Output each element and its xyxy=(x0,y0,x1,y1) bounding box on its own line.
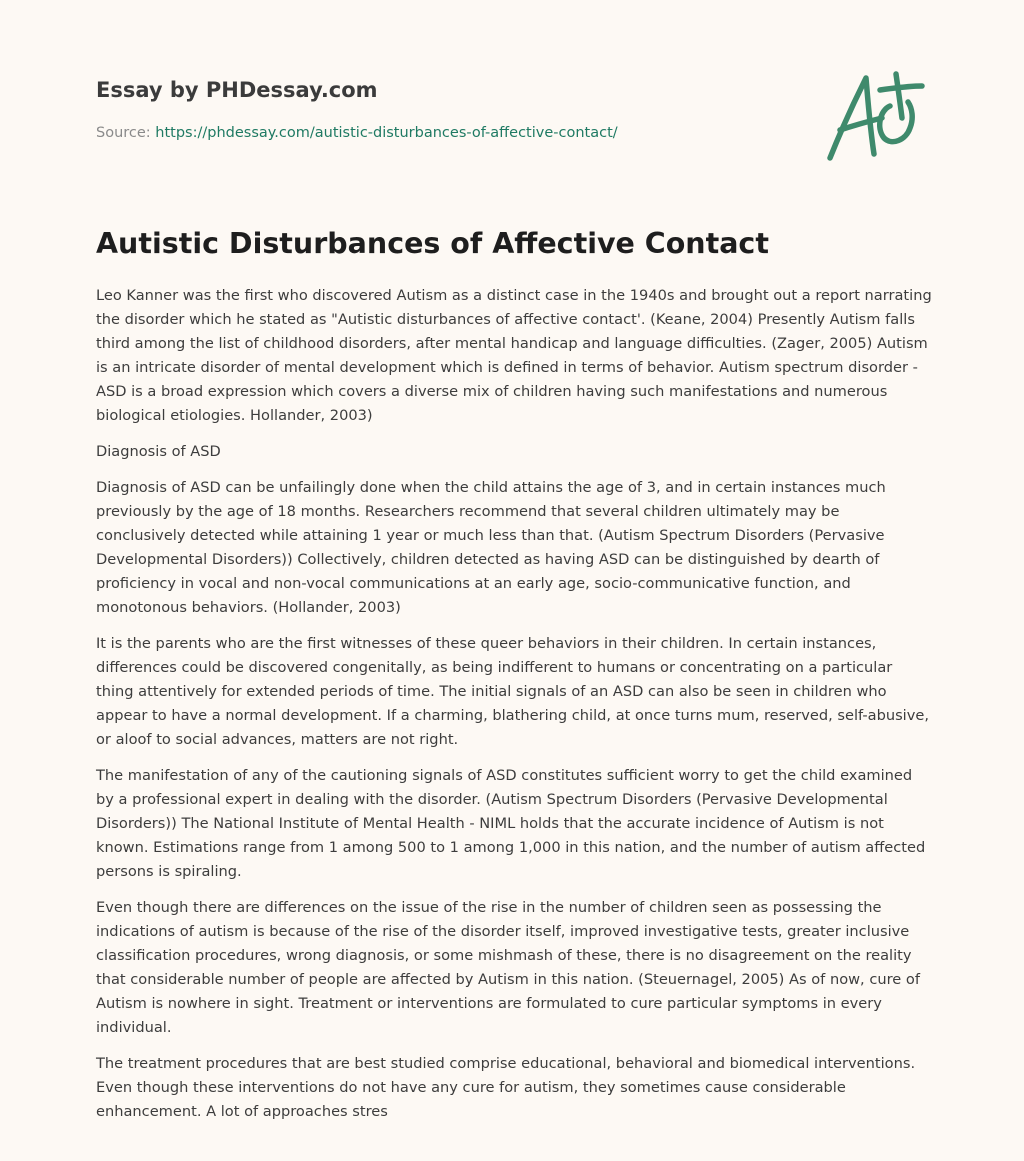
source-line xyxy=(96,123,716,143)
essay-content xyxy=(96,284,932,1136)
paragraph: The manifestation of any of the cautioning signals of ASD constitutes sufficient worry to get the child examined by a professional expert in dealing with the disorder. (Autism Spectrum Disorders (Pervasive Developmental Disorders)) The National Institute of Mental Health - NIML holds that the accurate incidence of Autism is not known. Estimations range from 1 among 500 to 1 among 1,000 in this nation, and the number of autism affected persons is spiraling. xyxy=(96,767,926,880)
source-link[interactable]: https://phdessay.com/autistic-disturbances-of-affective-contact/ xyxy=(155,125,618,141)
paragraph: Leo Kanner was the first who discovered Autism as a distinct case in the 1940s and brought out a report narrating the disorder which he stated as "Autistic disturbances of affective contact'. (Keane, 2004) Presently Autism falls third among the list of childhood disorders, after mental handicap and language difficulties. (Zager, 2005) Autism is an intricate disorder of mental development which is defined in terms of behavior. Autism spectrum disorder - ASD is a broad expression which covers a diverse mix of children having such manifestations and numerous biological etiologies. Hollander, 2003) xyxy=(96,287,932,424)
source-label: Source: xyxy=(96,125,156,141)
site-title: Essay by PHDessay.com xyxy=(96,78,378,102)
paragraph: Diagnosis of ASD can be unfailingly done when the child attains the age of 3, and in certain instances much previously by the age of 18 months. Researchers recommend that several children ultimately may be conclusively detected while attaining 1 year or much less than that. (Autism Spectrum Disorders (Pervasive Developmental Disorders)) Collectively, children detected as having ASD can be distinguished by dearth of proficiency in vocal and non-vocal communications at an early age, socio-communicative function, and monotonous behaviors. (Hollander, 2003) xyxy=(96,479,886,616)
paragraph: Even though there are differences on the issue of the rise in the number of children seen as possessing the indications of autism is because of the rise of the disorder itself, improved investigative tests, greater inclusive classification procedures, wrong diagnosis, or some mishmash of these, there is no disagreement on the reality that considerable number of people are affected by Autism in this nation. (Steuernagel, 2005) As of now, cure of Autism is nowhere in sight. Treatment or interventions are formulated to cure particular symptoms in every individual. xyxy=(96,899,920,1036)
paragraph: The treatment procedures that are best studied comprise educational, behavioral and biomedical interventions. Even though these interventions do not have any cure for autism, they sometimes cause considerable enhancement. A lot of approaches stres xyxy=(96,1055,916,1120)
paragraph: It is the parents who are the first witnesses of these queer behaviors in their children. In certain instances, differences could be discovered congenitally, as being indifferent to humans or concentrating on a particular thing attentively for extended periods of time. The initial signals of an ASD can also be seen in children who appear to have a normal development. If a charming, blathering child, at once turns mum, reserved, self-abusive, or aloof to social advances, matters are not right. xyxy=(96,635,929,748)
a-plus-logo-icon xyxy=(822,66,930,170)
essay-header xyxy=(96,74,716,143)
section-heading: Diagnosis of ASD xyxy=(96,443,221,460)
essay-title: Autistic Disturbances of Affective Contact xyxy=(96,227,769,260)
